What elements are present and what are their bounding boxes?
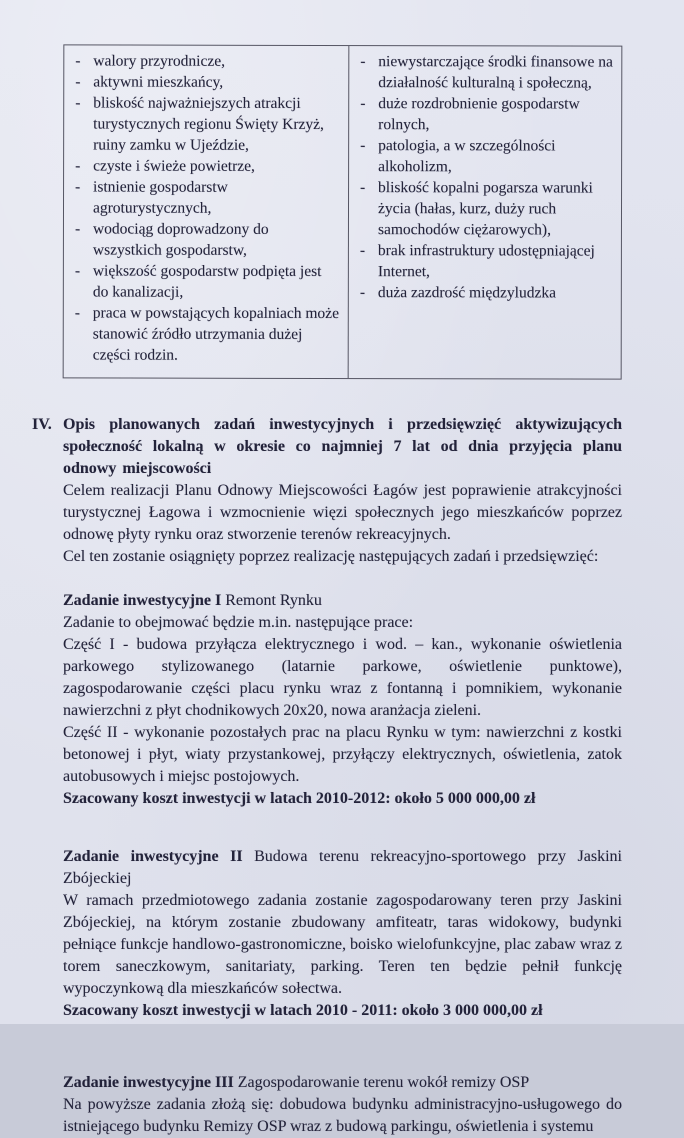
strengths-column (64, 45, 350, 378)
list-item (75, 302, 340, 366)
strength-text: większość gospodarstw podpięta jest do kanalizacji, (92, 262, 322, 301)
strength-text: czyste i świeże powietrze, (93, 157, 255, 175)
list-item (360, 51, 613, 94)
strength-text: bliskość najważniejszych atrakcji turystycznych regionu Święty Krzyż, ruiny zamku w Ujeździe, (93, 94, 324, 154)
section-intro-paragraph: Celem realizacji Planu Odnowy Miejscowości Łagów jest poprawienie atrakcyjności turystycznej Łagowa i wzmocnienie więzi społecznych jego mieszkańców poprzez odnowę płyty rynku oraz stworzenie terenów rekreacyjnych. (63, 482, 622, 543)
swot-table (63, 44, 623, 379)
strength-text: istnienie gospodarstw agroturystycznych, (92, 178, 228, 217)
list-item (360, 177, 613, 241)
dash-bullet: - (75, 73, 81, 91)
page-content (32, 0, 623, 1138)
task-cost-line: Szacowany koszt inwestycji w latach 2010 - 2011: około 3 000 000,00 zł (63, 1002, 543, 1019)
dash-bullet: - (74, 220, 81, 238)
dash-bullet: - (359, 284, 366, 302)
weakness-text: duża zazdrość międzyludzka (377, 284, 557, 302)
list-item (75, 176, 340, 219)
dash-bullet: - (75, 52, 81, 70)
weakness-text: brak infrastruktury udostępniającej Internet, (377, 242, 595, 281)
task-label: Zadanie inwestycyjne II (63, 848, 243, 865)
list-item (75, 50, 340, 72)
list-item (360, 135, 613, 178)
weakness-text: bliskość kopalni pogarsza warunki życia (hałas, kurz, duży ruch samochodów ciężarowych), (377, 179, 593, 239)
task-block-3 (63, 1072, 622, 1138)
task-paragraph: Zadanie to obejmować będzie m.in. następujące prace: (63, 614, 414, 631)
task-heading (63, 846, 622, 890)
dash-bullet: - (75, 157, 81, 175)
task-paragraph: Część II - wykonanie pozostałych prac na placu Rynku w tym: nawierzchni z kostki betonowej i płyt, wiaty przystankowej, przyłączy elektrycznych, oświetlenia, zatok autobusowych i miejsc postojowych. (63, 724, 622, 785)
dash-bullet: - (74, 262, 81, 280)
task-paragraph: W ramach przedmiotowego zadania zostanie zagospodarowany teren przy Jaskini Zbójeckiej, na którym zostanie zbudowany amfiteatr, taras widokowy, budynki pełniące funkcje handlowo-gastronomiczne, boisko wielofunkcyjne, plac zabaw wraz z torem saneczkowym, sanitariaty, parking. Teren ten będzie pełnił funkcję wypoczynkową dla mieszkańców sołectwa. (63, 892, 622, 997)
list-item (75, 260, 340, 303)
list-item (75, 155, 340, 177)
section-intro-paragraph: Cel ten zostanie osiągnięty poprzez realizację następujących zadań i przedsięwzięć: (63, 548, 599, 565)
list-item (360, 240, 613, 283)
dash-bullet: - (360, 179, 366, 197)
list-item (75, 92, 340, 156)
task-heading (63, 1072, 622, 1094)
strength-text: walory przyrodnicze, (93, 52, 226, 70)
dash-bullet: - (359, 242, 366, 260)
weaknesses-column (349, 46, 622, 379)
task-label: Zadanie inwestycyjne III (63, 1074, 234, 1091)
dash-bullet: - (74, 304, 80, 322)
section-number: IV. (32, 416, 52, 433)
strength-text: wodociąg doprowadzony do wszystkich gospodarstw, (92, 220, 269, 259)
weakness-text: niewystarczające środki finansowe na działalność kulturalną i społeczną, (378, 53, 613, 92)
task-cost-line: Szacowany koszt inwestycji w latach 2010-2012: około 5 000 000,00 zł (63, 790, 536, 807)
task-title: Zagospodarowanie terenu wokół remizy OSP (233, 1074, 530, 1091)
dash-bullet: - (75, 94, 81, 112)
list-item (360, 282, 613, 304)
list-item (75, 218, 340, 261)
dash-bullet: - (360, 53, 366, 71)
dash-bullet: - (75, 178, 81, 196)
section-heading: Opis planowanych zadań inwestycyjnych i przedsięwzięć aktywizujących społeczność lokalną w okresie co najmniej 7 lat od dnia przyjęcia planu odnowy miejscowości (63, 416, 622, 477)
task-heading (63, 590, 622, 612)
section-iv (32, 414, 622, 568)
task-block-1 (63, 590, 622, 810)
task-label: Zadanie inwestycyjne I (63, 592, 222, 609)
task-paragraph: Część I - budowa przyłącza elektrycznego i wod. – kan., wykonanie oświetlenia parkowego stylizowanego (latarnie parkowe, oświetlenie punktowe), zagospodarowanie części placu rynku wraz z fontanną i pomnikiem, wykonanie nawierzchni z płyt chodnikowych 20x20, nowa aranżacja zieleni. (63, 636, 622, 719)
strength-text: praca w powstających kopalniach może stanowić źródło utrzymania dużej części rodzin. (92, 304, 339, 364)
weakness-text: duże rozdrobnienie gospodarstw rolnych, (378, 95, 580, 134)
task-title: Budowa terenu rekreacyjno-sportowego przy Jaskini Zbójeckiej (63, 848, 623, 887)
task-title: Remont Rynku (221, 592, 322, 609)
list-item (360, 93, 613, 136)
task-block-2 (63, 846, 622, 1022)
task-paragraph: Na powyższe zadania złożą się: dobudowa budynku administracyjno-usługowego do istniejącego budynku Remizy OSP wraz z budową parkingu, oświetlenia i systemu (63, 1096, 622, 1135)
dash-bullet: - (360, 95, 366, 113)
list-item (75, 71, 340, 93)
strength-text: aktywni mieszkańcy, (93, 73, 224, 91)
dash-bullet: - (360, 137, 366, 155)
weakness-text: patologia, a w szczególności alkoholizm, (378, 137, 556, 176)
